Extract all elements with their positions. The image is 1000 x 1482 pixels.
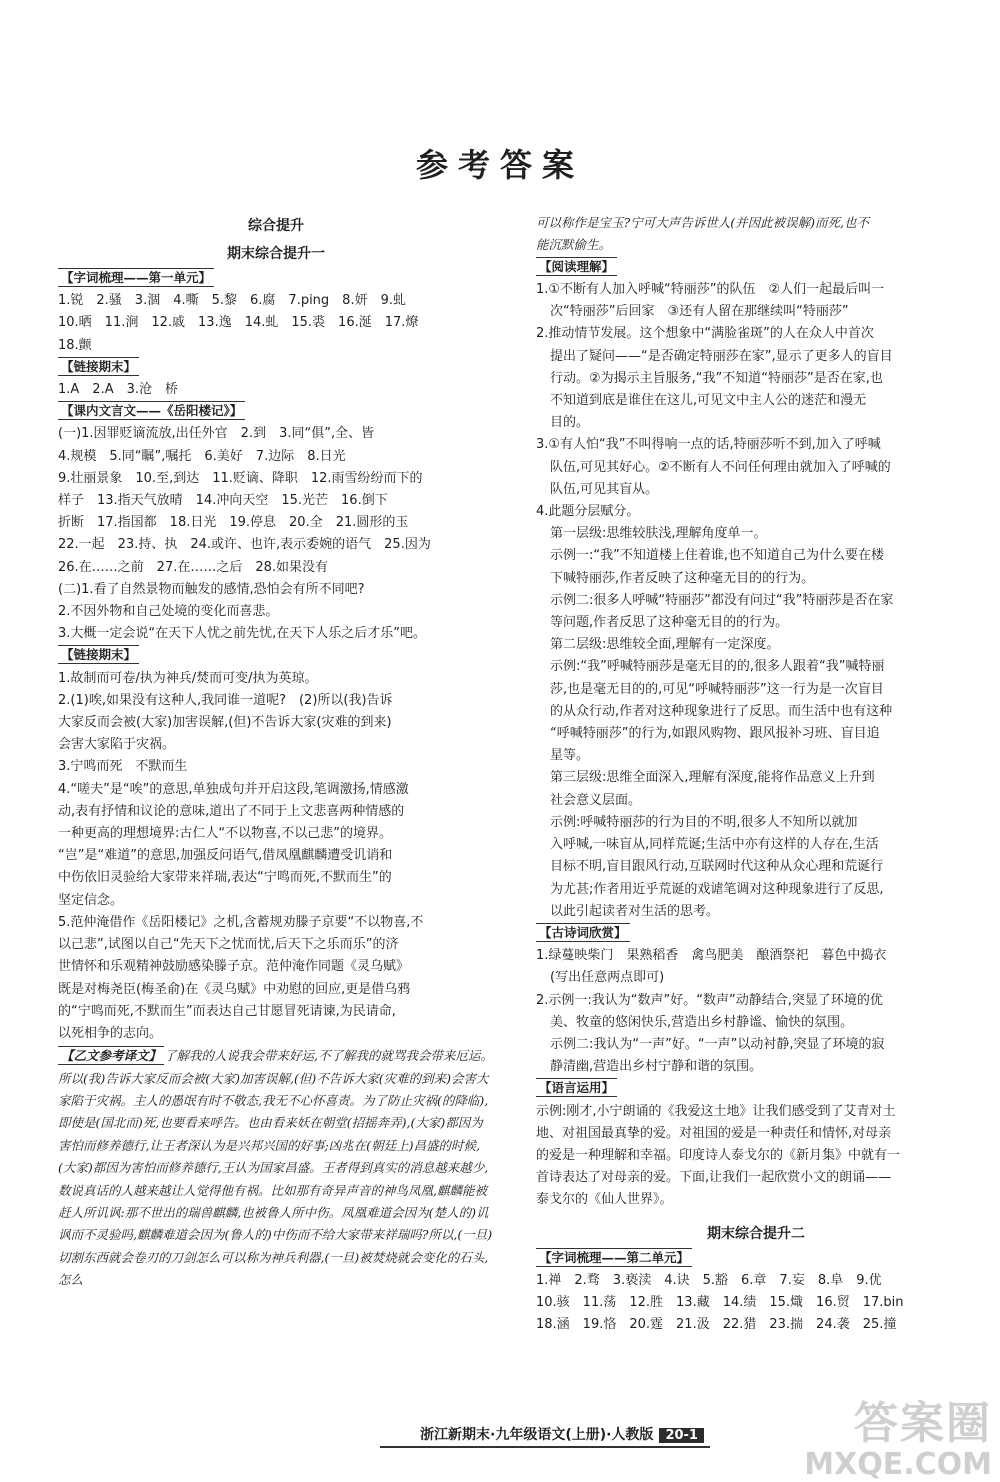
answer-line: 队伍,可见其盲从。 xyxy=(550,481,659,497)
subsection-heading: 期末综合提升一 xyxy=(227,246,325,262)
answer-line: 第二层级:思维较全面,理解有一定深度。 xyxy=(550,637,780,653)
answer-line: 22.一起 23.持、执 24.或许、也许,表示委婉的语气 25.因为 xyxy=(58,537,431,553)
answer-line: 目的。 xyxy=(550,415,590,431)
left-column xyxy=(58,212,494,1292)
answer-line: 第一层级:思维较肤浅,理解角度单一。 xyxy=(550,526,767,542)
reading-answers xyxy=(536,279,976,923)
answer-line: 行动。②为揭示主旨服务,“我”不知道“特丽莎”是否在家,也 xyxy=(550,370,883,386)
section-tag: 【 链接期末 】 xyxy=(58,357,494,379)
answer-line: 18.颤 xyxy=(58,337,92,353)
vocab-list xyxy=(58,290,494,357)
section-heading: 综合提升 xyxy=(248,218,304,234)
answer-line: 示例二:我认为“一声”好。“一声”以动衬静,突显了环境的寂 xyxy=(550,1036,885,1052)
answer-line: 2.(1)唉,如果没有这种人,我同谁一道呢? (2)所以(我)告诉 xyxy=(58,692,393,708)
answer-line: 的爱是一种理解和幸福。印度诗人泰戈尔的《新月集》中就有一 xyxy=(536,1147,901,1163)
answer-line: 以死相争的志向。 xyxy=(58,1025,163,1041)
classical-answers xyxy=(58,423,494,645)
section-tag: 【 字词梳理——第二单元 】 xyxy=(536,1248,976,1270)
answer-line: 1.禅 2.骛 3.亵渎 4.诀 5.豁 6.章 7.妄 8.阜 9.优 xyxy=(536,1272,882,1288)
answer-line: 样子 13.指天气放晴 14.冲向天空 15.光芒 16.倒下 xyxy=(58,493,388,509)
answer-line: 地、对祖国最真挚的爱。对祖国的爱是一种责任和情怀,对母亲 xyxy=(536,1125,892,1141)
answer-line: 星等。 xyxy=(550,748,590,764)
answer-line: 第三层级:思维全面深入,理解有深度,能将作品意义上升到 xyxy=(550,770,875,786)
answer-line: 10.骇 11.荡 12.胜 13.藏 14.绩 15.熾 16.贸 17.bin xyxy=(536,1294,904,1310)
answer-line: 9.壮丽景象 10.至,到达 11.贬谪、降职 12.雨雪纷纷而下的 xyxy=(58,470,423,486)
answer-line: 2.不因外物和自己处境的变化而喜悲。 xyxy=(58,604,279,620)
translation-block xyxy=(58,1045,494,1291)
answer-line: 中伤依旧灵验给大家带来祥瑞,表达“宁鸣而死,不默而生”的 xyxy=(58,870,392,886)
answer-line: 提出了疑问——“是否确定特丽莎在家”,显示了更多人的盲目 xyxy=(550,348,893,364)
answer-line: 莎,也是毫无目的的,可见“呼喊特丽莎”这一行为是一次盲目 xyxy=(550,681,884,697)
answer-line: 一种更高的理想境界:古仁人“不以物喜,不以己悲”的境界。 xyxy=(58,826,392,842)
answer-line: 次“特丽莎”后回家 ③还有人留在那继续叫“特丽莎” xyxy=(550,304,849,320)
watermark-logo: 答案圈 MXQE.COM xyxy=(804,1398,992,1482)
section-tag: 【 乙文参考译文 】 xyxy=(58,1046,164,1065)
answer-line: 折断 17.指国都 18.日光 19.停息 20.全 21.圆形的玉 xyxy=(58,515,409,531)
footer-divider xyxy=(380,1446,710,1448)
answer-line: 1.故制而可卷/执为神兵/焚而可变/执为英琼。 xyxy=(58,670,318,686)
answer-line: 泰戈尔的《仙人世界》。 xyxy=(536,1192,673,1208)
answer-line: “岂”是“难道”的意思,加强反问语气,借凤凰麒麟遭受讥诮和 xyxy=(58,848,393,864)
answer-line: “呼喊特丽莎”的行为,如跟风购物、跟风报补习班、盲目追 xyxy=(550,726,880,742)
answer-line: 示例:“我”呼喊特丽莎是毫无目的的,很多人跟着“我”喊特丽 xyxy=(550,659,885,675)
answer-line: 2.示例一:我认为“数声”好。“数声”动静结合,突显了环境的优 xyxy=(536,992,883,1008)
section-tag: 【 字词梳理——第一单元 】 xyxy=(58,268,494,290)
answer-line: 10.晒 11.涧 12.戚 13.逸 14.虬 15.裘 16.涎 17.燎 xyxy=(58,315,419,331)
answer-line: 坚定信念。 xyxy=(58,892,124,908)
answer-line: 示例:呼喊特丽莎的行为目的不明,很多人不知所以就加 xyxy=(550,814,858,830)
page-number: 20-1 xyxy=(659,1428,704,1443)
answer-line: 既是对梅尧臣(梅圣俞)在《灵乌赋》中劝慰的回应,更是借乌鸦 xyxy=(58,981,411,997)
answer-line: 首诗表达了对母亲的爱。下面,让我们一起欣赏小文的朗诵—— xyxy=(536,1170,892,1186)
link-answers xyxy=(58,668,494,1045)
answer-line: 3.宁鸣而死 不默而生 xyxy=(58,759,188,775)
answer-line: 会害大家陷于灾祸。 xyxy=(58,737,176,753)
answer-line: 为尤甚;作者用近乎荒诞的戏谑笔调对这种现象进行了反思, xyxy=(550,881,884,897)
answer-line: 示例一:“我”不知道楼上住着谁,也不知道自己为什么要在楼 xyxy=(550,548,884,564)
answer-line: 4.“嗟夫”是“唉”的意思,单独成句并开启这段,笔调激扬,情感激 xyxy=(58,781,409,797)
answer-line: 大家反而会被(大家)加害误解,(但)不告诉大家(灾难的到来) xyxy=(58,715,392,731)
answer-line: (一)1.因罪贬谪流放,出任外官 2.到 3.同“俱”,全、皆 xyxy=(58,426,375,442)
answer-line: (二)1.看了自然景物而触发的感情,恐怕会有所不同吧? xyxy=(58,581,365,597)
answer-line: 美、牧童的悠闲快乐,营造出乡村静谧、愉快的氛围。 xyxy=(550,1014,854,1030)
answer-line: 入呼喊,一味盲从,同样荒诞;生活中亦有这样的人存在,生活 xyxy=(550,837,879,853)
answer-line: 1.锐 2.骚 3.涸 4.嘶 5.黎 6.腐 7.ping 8.妍 9.虬 xyxy=(58,293,406,309)
answer-line: 18.涵 19.恪 20.霆 21.汲 22.猎 23.揣 24.袭 25.撞 xyxy=(536,1317,897,1333)
answer-line: 可以称作是宝玉?宁可大声告诉世人(并因此被误解)而死,也不 xyxy=(536,215,869,230)
answer-line: 26.在……之前 27.在……之后 28.如果没有 xyxy=(58,559,329,575)
book-title: 浙江新期末·九年级语文(上册)·人教版 xyxy=(420,1427,654,1443)
answer-line: 能沉默偷生。 xyxy=(536,237,612,253)
subsection-heading: 期末综合提升二 xyxy=(707,1225,805,1242)
section-tag: 【 链接期末 】 xyxy=(58,645,494,667)
translation-continued xyxy=(536,212,976,257)
answer-line: 动,表有抒情和议论的意味,道出了不同于上文悲喜两种情感的 xyxy=(58,803,405,819)
vocab-list xyxy=(536,1270,976,1337)
section-tag: 【 古诗词欣赏 】 xyxy=(536,923,976,945)
answer-line: 世情怀和乐观精神鼓励感染滕子京。范仲淹作同题《灵乌赋》 xyxy=(58,959,410,975)
answer-line: 5.范仲淹借作《岳阳楼记》之机,含蓄规劝滕子京要“不以物喜,不 xyxy=(58,914,424,930)
answer-line: 不知道到底是谁住在这儿,可见文中主人公的迷茫和漫无 xyxy=(550,393,867,409)
answer-line: 示例:刚才,小宁朗诵的《我爱这土地》让我们感受到了艾青对土 xyxy=(536,1103,896,1119)
answer-line: 队伍,可见其好心。②不断有人不问任何理由就加入了呼喊的 xyxy=(550,459,891,475)
section-tag: 【 阅读理解 】 xyxy=(536,257,976,279)
answer-line: (写出任意两点即可) xyxy=(550,970,665,986)
answer-line: 示例二:很多人呼喊“特丽莎”都没有问过“我”特丽莎是否在家 xyxy=(550,592,894,608)
right-column xyxy=(536,212,976,1336)
translation-text: 了解我的人说我会带来好运,不了解我的就骂我会带来厄运。所以(我)告诉大家反而会被(大家)加害误解,(但)不告诉大家(灾难的到来)会害大家陷于灾祸。主人的愚氓有时不敬态,我无不心怀喜责。为了防止灾祸(的降临),即使是(国北而)死,也要看来呼告。也由看来妖在朝堂(招摇奔弄),(大家)都因为害怕而修养德行,让王者深认为是兴邦兴国的好事;凶兆在(朝廷上)昌盛的时候,(大家)都因为害怕而修养德行,王认为国家昌盛。王者得到真实的消息越来越少,数说真话的人越来越让人觉得他有祸。比如那有奇异声音的神鸟凤凰,麒麟能被赶人所讥讽:那不世出的瑞兽麒麟,也被鲁人所中伤。凤凰难道会因为(楚人的)讥讽而不灵验吗,麒麟难道会因为(鲁人的)中伤而不给大家带来祥瑞吗?所以,(一旦)切割东西就会卷刃的刀剑怎么可以称为神兵利器,(一旦)被焚烧就会变化的石头,怎么 xyxy=(58,1048,494,1288)
answer-line: 等问题,作者反思了这种毫无目的的行为。 xyxy=(550,615,789,631)
answer-line: 以此引起读者对生活的思考。 xyxy=(550,903,720,919)
answer-line: 静清幽,营造出乡村宁静和谐的氛围。 xyxy=(550,1059,763,1075)
answer-line: 2.推动情节发展。这个想象中“满脸雀斑”的人在众人中首次 xyxy=(536,326,874,342)
section-tag: 【 课内文言文——《岳阳楼记》 】 xyxy=(58,401,494,423)
answer-line: 4.规模 5.同“瞩”,嘱托 6.美好 7.边际 8.日光 xyxy=(58,448,346,464)
answer-line: 3.大概一定会说“在天下人忧之前先忧,在天下人乐之后才乐”吧。 xyxy=(58,626,427,642)
answer-line: 以己悲”,试图以自己“先天下之忧而忧,后天下之乐而乐”的济 xyxy=(58,937,399,953)
answer-line: 1.A 2.A 3.沧 桥 xyxy=(58,382,178,398)
answer-line: 3.①有人怕“我”不叫得响一点的话,特丽莎听不到,加入了呼喊 xyxy=(536,437,881,453)
language-answers xyxy=(536,1101,976,1212)
answer-line: 下喊特丽莎,作者反映了这种毫无目的的行为。 xyxy=(550,570,815,586)
answer-line: 4.此题分层赋分。 xyxy=(536,504,640,520)
answer-line: 社会意义层面。 xyxy=(550,792,642,808)
poem-answers xyxy=(536,945,976,1078)
page-footer xyxy=(420,1424,704,1444)
answer-line: 1.①不断有人加入呼喊“特丽莎”的队伍 ②人们一起最后叫一 xyxy=(536,282,885,298)
answer-line: 1.绿蔓映柴门 果熟稻香 禽鸟肥美 酿酒祭祀 暮色中捣衣 xyxy=(536,948,887,964)
answer-line: 目标不明,盲目跟风行动,互联网时代这种从众心理和荒诞行 xyxy=(550,859,884,875)
answer-line: 的“宁鸣而死,不默而生”而表达自己甘愿冒死请谏,为民请命, xyxy=(58,1003,396,1019)
page-title: 参考答案 xyxy=(415,146,584,184)
answer-line: 的从众行动,作者对这种现象进行了反思。而生活中也有这种 xyxy=(550,703,893,719)
section-tag: 【 语言运用 】 xyxy=(536,1078,976,1100)
